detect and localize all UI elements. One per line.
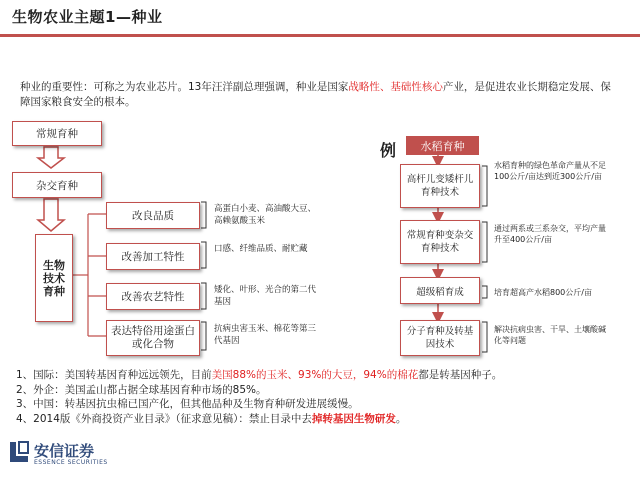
rice-breeding-header: 水稻育种 (406, 136, 479, 155)
intro-text-2: 产业，是促进农业长期稳定发展、保障国家粮食安全的根本。 (20, 81, 611, 108)
tree-lines (73, 214, 106, 336)
category-improve-quality: 改良品质 (106, 202, 200, 229)
point-policy (16, 412, 628, 427)
page-title: 生物农业主题1—种业 (12, 8, 163, 26)
example-label: 例 (380, 141, 397, 160)
stage-conventional-breeding: 常规育种 (12, 121, 102, 146)
rice-note-super-rice: 培育超高产水稻800公斤/亩 (494, 288, 592, 297)
rice-stage-molecular: 分子育种及转基因技术 (400, 320, 480, 356)
rice-note-dwarf: 水稻育种的绿色革命产量从不足100公斤/亩达到近300公斤/亩 (494, 161, 606, 181)
rice-stage-hybrid: 常规育种变杂交育种技术 (400, 220, 480, 264)
category-special-proteins: 表达特俗用途蛋白或化合物 (106, 320, 200, 356)
point-4-text: 4、2014版《外商投资产业目录》（征求意见稿）：禁止目录中去 (16, 412, 312, 425)
point-1-text: 1、国际：美国转基因育种远远领先，目前 (16, 369, 212, 381)
flow-arrow-2 (38, 199, 64, 231)
rice-stage-dwarf: 高杆儿变矮杆儿育种技术 (400, 164, 480, 208)
category-brackets (201, 202, 206, 350)
point-china: 3、中国：转基因抗虫棉已国产化，但其他品种及生物育种研发进展缓慢。 (16, 398, 359, 410)
rice-stage-super-rice: 超级稻育成 (400, 277, 480, 304)
point-4-text-end: 。 (395, 412, 407, 425)
logo-name: 安信证券 (34, 442, 95, 460)
category-agronomic-traits: 改善农艺特性 (106, 283, 200, 310)
logo-icon (8, 440, 30, 464)
key-points (16, 368, 628, 426)
rice-brackets (482, 166, 487, 352)
point-1-highlight: 美国88%的玉米、93%的大豆，94%的棉花 (211, 369, 419, 381)
note-processing-traits: 口感、纤维品质、耐贮藏 (214, 244, 308, 254)
rice-note-hybrid: 通过两系或三系杂交，平均产量升至400公斤/亩 (494, 224, 606, 244)
rice-note-molecular: 解决抗病虫害、干旱、土壤酸碱化等问题 (494, 325, 606, 345)
note-improve-quality: 高蛋白小麦、高油酸大豆、高赖氨酸玉米 (214, 204, 317, 226)
logo-subtitle: ESSENCE SECURITIES (34, 459, 108, 466)
stage-hybrid-breeding: 杂交育种 (12, 172, 102, 198)
intro-highlight: 战略性、基础性核心 (348, 81, 443, 93)
point-4-highlight: 掉转基因生物研发 (311, 412, 396, 425)
note-agronomic-traits: 矮化、叶形、光合的第二代基因 (214, 285, 317, 307)
stage-biotech-breeding: 生物技术育种 (35, 234, 73, 322)
intro-text-1: 种业的重要性：可称之为农业芯片。13年汪洋副总理强调，种业是国家 (20, 81, 349, 93)
category-processing-traits: 改善加工特性 (106, 243, 200, 270)
point-1-text-end: 都是转基因种子。 (418, 369, 503, 381)
point-foreign-firms: 2、外企：美国孟山都占据全球基因育种市场的85%。 (16, 383, 267, 396)
flow-arrow-1 (38, 147, 64, 168)
point-international (16, 368, 628, 383)
note-special-proteins: 抗病虫害玉米、棉花等第三代基因 (214, 324, 317, 346)
